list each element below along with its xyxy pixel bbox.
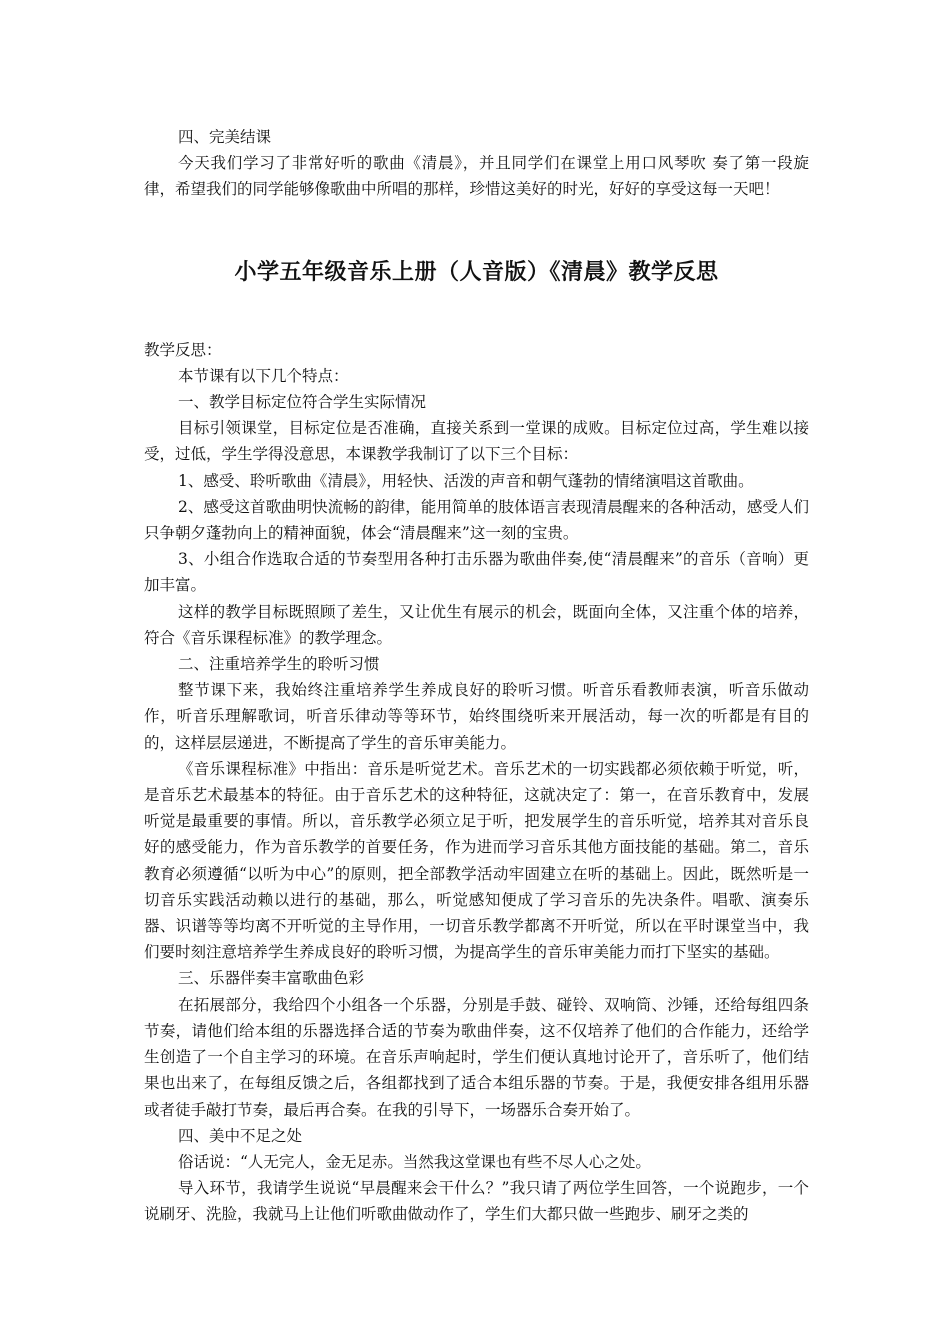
section-heading: 四、美中不足之处 [178, 1126, 303, 1145]
paragraph: 俗话说：“人无完人，金无足赤。当然我这堂课也有些不尽人心之处。 [178, 1152, 651, 1171]
list-item: 1、感受、聆听歌曲《清晨》，用轻快、活泼的声音和朝气蓬勃的情绪演唱这首歌曲。 [178, 471, 754, 490]
paragraph: 整节课下来，我始终注重培养学生养成良好的聆听习惯。听音乐看教师表演，听音乐做动作，听音乐理解歌词，听音乐律动等等环节，始终围绕听来开展活动，每一次的听都是有目的的，这样层层递进，不断提高了学生的音乐审美能力。 [144, 681, 809, 752]
paragraph: 本节课有以下几个特点： [178, 366, 349, 385]
paragraph: 在拓展部分，我给四个小组各一个乐器，分别是手鼓、碰铃、双响筒、沙锤，还给每组四条节奏，请他们给本组的乐器选择合适的节奏为歌曲伴奏，这不仅培养了他们的合作能力，还给学生创造了一个自主学习的环境。在音乐声响起时，学生们便认真地讨论开了，音乐听了，他们结果也出来了，在每组反馈之后，各组都找到了适合本组乐器的节奏。于是，我便安排各组用乐器或者徒手敲打节奏，最后再合奏。在我的引导下，一场器乐合奏开始了。 [144, 995, 809, 1119]
paragraph: 《音乐课程标准》中指出：音乐是听觉艺术。音乐艺术的一切实践都必须依赖于听觉，听，是音乐艺术最基本的特征。由于音乐艺术的这种特征，这就决定了：第一，在音乐教育中，发展听觉是最重要的事情。所以，音乐教学必须立足于听，把发展学生的音乐听觉，培养其对音乐良好的感受能力，作为音乐教学的首要任务，作为进而学习音乐其他方面技能的基础。第二，音乐教育必须遵循“以听为中心”的原则，把全部教学活动牢固建立在听的基础上。因此，既然听是一切音乐实践活动赖以进行的基础，那么，听觉感知便成了学习音乐的先决条件。唱歌、演奏乐器、识谱等等均离不开听觉的主导作用，一切音乐教学都离不开听觉，所以在平时课堂当中，我们要时刻注意培养学生养成良好的聆听习惯，为提高学生的音乐审美能力而打下坚实的基础。 [144, 759, 809, 962]
paragraph: 导入环节，我请学生说说“早晨醒来会干什么？”我只请了两位学生回答，一个说跑步，一个说刷牙、洗脸，我就马上让他们听歌曲做动作了，学生们大都只做一些跑步、刷牙之类的 [144, 1179, 809, 1224]
section-heading: 一、教学目标定位符合学生实际情况 [178, 393, 427, 412]
document-title: 小学五年级音乐上册（人音版）《清晨》教学反思 [234, 259, 719, 285]
paragraph: 这样的教学目标既照顾了差生，又让优生有展示的机会，既面向全体，又注重个体的培养，符合《音乐课程标准》的教学理念。 [144, 602, 809, 647]
section-heading: 三、乐器伴奏丰富歌曲色彩 [178, 969, 365, 988]
list-item: 3、小组合作选取合适的节奏型用各种打击乐器为歌曲伴奏,使“清晨醒来”的音乐（音响）更加丰富。 [144, 550, 809, 595]
list-item: 2、感受这首歌曲明快流畅的韵律，能用简单的肢体语言表现清晨醒来的各种活动，感受人们只争朝夕蓬勃向上的精神面貌，体会“清晨醒来”这一刻的宝贵。 [144, 497, 809, 543]
document-content [144, 124, 809, 1228]
section-heading: 二、注重培养学生的聆听习惯 [178, 655, 380, 674]
paragraph: 目标引领课堂，目标定位是否准确，直接关系到一堂课的成败。目标定位过高，学生难以接受，过低，学生学得没意思，本课教学我制订了以下三个目标： [144, 419, 809, 464]
section-heading: 四、完美结课 [178, 128, 272, 146]
paragraph: 今天我们学习了非常好听的歌曲《清晨》，并且同学们在课堂上用口风琴吹 奏了第一段旋律，希望我们的同学能够像歌曲中所唱的那样，珍惜这美好的时光，好好的享受这每一天吧！ [144, 154, 809, 199]
label-reflection: 教学反思： [144, 340, 222, 359]
